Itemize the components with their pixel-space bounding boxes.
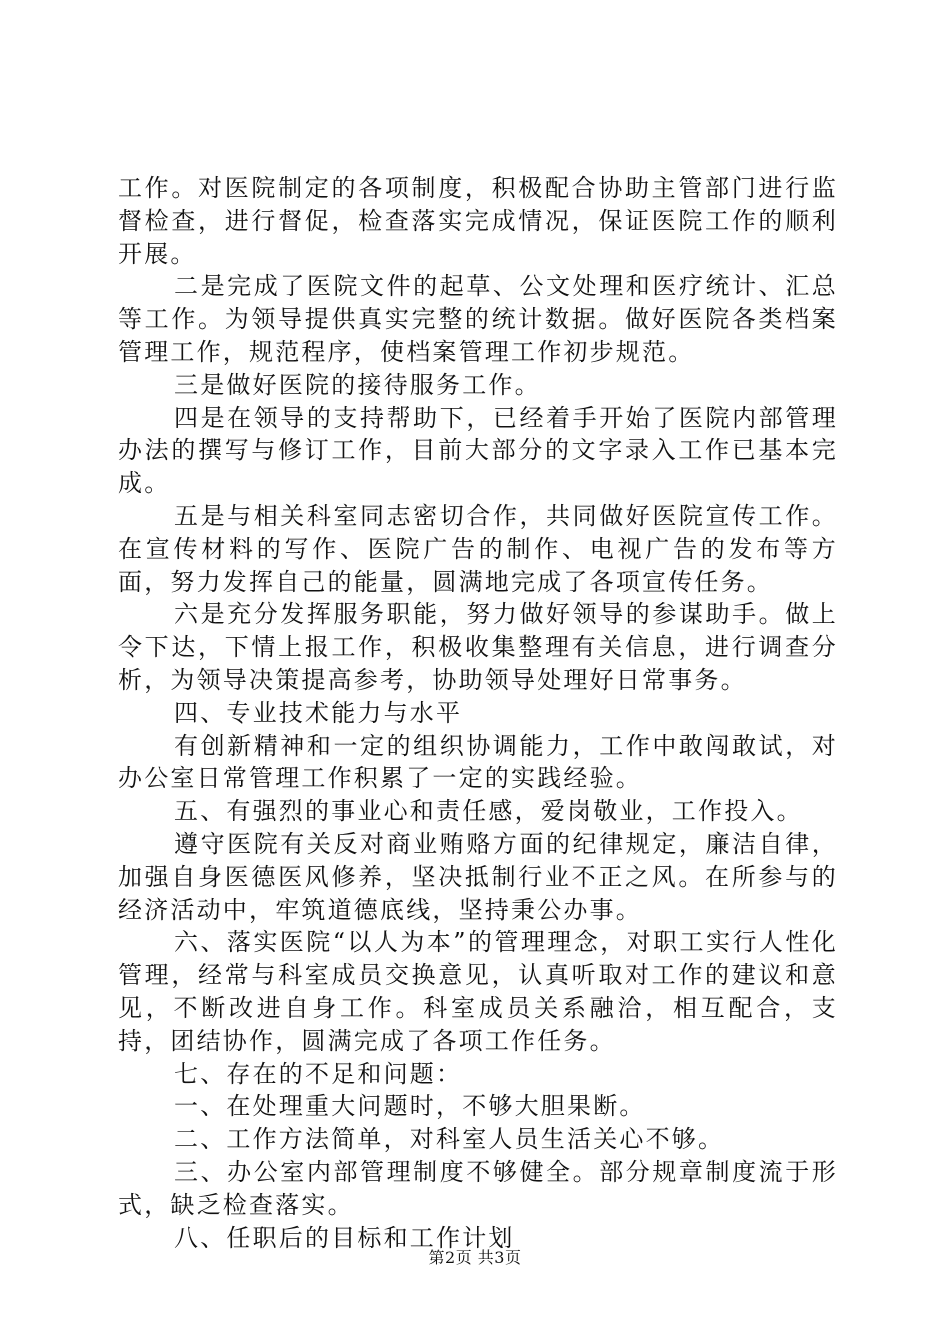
section-heading-5: 五、有强烈的事业心和责任感，爱岗敬业，工作投入。 [174,797,803,826]
paragraph-continuation: 工作。对医院制定的各项制度，积极配合协助主管部门进行监督检查，进行督促，检查落实完成情况，保证医院工作的顺利开展。 [118,174,838,268]
paragraph-item-2: 二是完成了医院文件的起草、公文处理和医疗统计、汇总等工作。为领导提供真实完整的统计数据。做好医院各类档案管理工作，规范程序，使档案管理工作初步规范。 [118,272,838,366]
issue-item-2: 二、工作方法简单，对科室人员生活关心不够。 [174,1125,725,1154]
paragraph-section-5: 遵守医院有关反对商业贿赂方面的纪律规定，廉洁自律，加强自身医德医风修养，坚决抵制行业不正之风。在所参与的经济活动中，牢筑道德底线，坚持秉公办事。 [118,829,838,924]
section-heading-4: 四、专业技术能力与水平 [174,698,463,727]
page-footer: 第2页 共3页 [428,1248,522,1267]
paragraph-item-4: 四是在领导的支持帮助下，已经着手开始了医院内部管理办法的撰写与修订工作，目前大部分的文字录入工作已基本完成。 [118,403,838,498]
issue-item-1: 一、在处理重大问题时，不够大胆果断。 [174,1092,646,1121]
paragraph-item-3: 三是做好医院的接待服务工作。 [174,370,541,399]
paragraph-item-6: 六是充分发挥服务职能，努力做好领导的参谋助手。做上令下达，下情上报工作，积极收集整理有关信息，进行调查分析，为领导决策提高参考，协助领导处理好日常事务。 [118,600,838,694]
section-heading-7: 七、存在的不足和问题： [174,1059,463,1088]
paragraph-item-5: 五是与相关科室同志密切合作，共同做好医院宣传工作。在宣传材料的写作、医院广告的制作、电视广告的发布等方面，努力发挥自己的能量，圆满地完成了各项宣传任务。 [118,501,838,596]
section-heading-6: 六、落实医院“以人为本”的管理理念，对职工实行人性化管理，经常与科室成员交换意见，认真听取对工作的建议和意见，不断改进自身工作。科室成员关系融洽，相互配合，支持，团结协作，圆满完成了各项工作任务。 [118,928,838,1055]
section-heading-8: 八、任职后的目标和工作计划 [174,1223,515,1252]
paragraph-section-4: 有创新精神和一定的组织协调能力，工作中敢闯敢试，对办公室日常管理工作积累了一定的实践经验。 [118,731,838,793]
issue-item-3: 三、办公室内部管理制度不够健全。部分规章制度流于形式，缺乏检查落实。 [118,1157,838,1219]
document-body [118,172,838,1254]
